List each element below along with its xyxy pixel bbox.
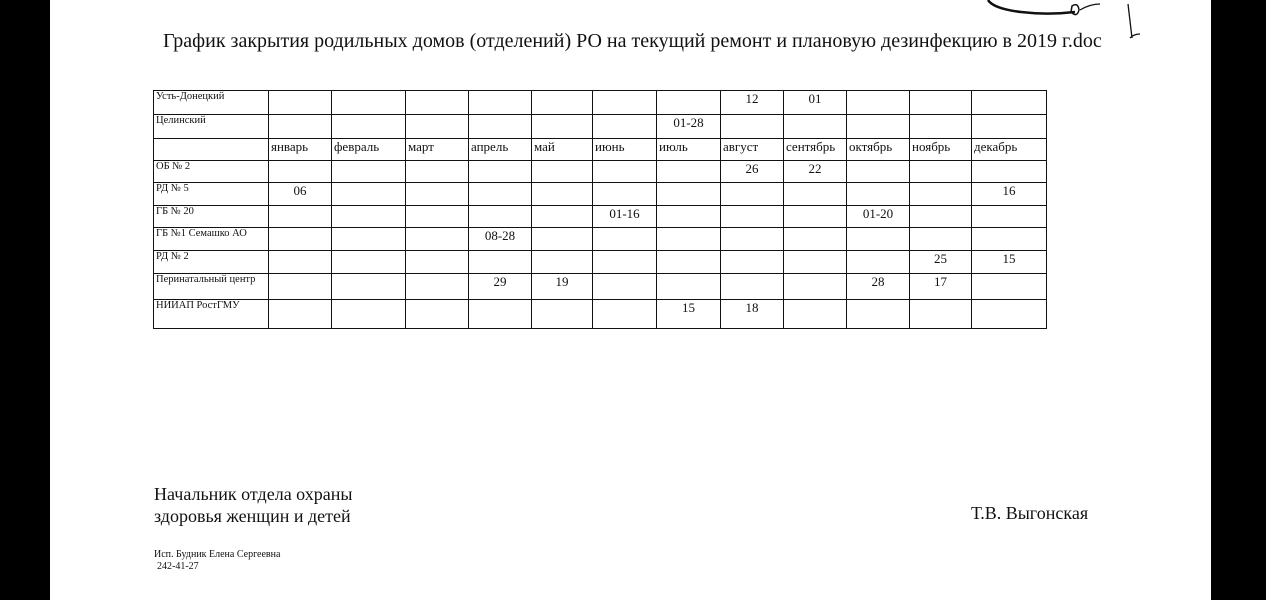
month-header-cell: январь — [269, 139, 332, 161]
table-cell — [593, 274, 657, 300]
row-name-cell: РД № 5 — [154, 183, 269, 206]
table-cell — [269, 91, 332, 115]
table-cell — [332, 228, 406, 251]
table-cell — [784, 300, 847, 329]
table-cell — [593, 183, 657, 206]
table-cell — [532, 228, 593, 251]
row-name-cell — [154, 139, 269, 161]
table-cell — [657, 91, 721, 115]
row-name-cell: Перинатальный центр — [154, 274, 269, 300]
table-cell: 19 — [532, 274, 593, 300]
month-header-cell: ноябрь — [910, 139, 972, 161]
table-cell — [657, 228, 721, 251]
table-cell — [469, 300, 532, 329]
table-cell — [784, 228, 847, 251]
table-cell — [406, 91, 469, 115]
table-cell — [910, 183, 972, 206]
row-name-cell: ГБ №1 Семашко АО — [154, 228, 269, 251]
table-cell — [269, 206, 332, 228]
table-cell — [532, 300, 593, 329]
table-cell: 25 — [910, 251, 972, 274]
executor-name: Исп. Будник Елена Сергеевна — [154, 549, 281, 560]
signature-position — [154, 483, 352, 527]
table-cell — [721, 183, 784, 206]
table-cell: 22 — [784, 161, 847, 183]
table-cell — [847, 300, 910, 329]
document-page — [50, 0, 1211, 600]
table-cell — [269, 274, 332, 300]
table-cell: 01-16 — [593, 206, 657, 228]
table-cell — [721, 228, 784, 251]
table-cell: 01 — [784, 91, 847, 115]
month-header-cell: май — [532, 139, 593, 161]
month-header-cell: сентябрь — [784, 139, 847, 161]
table-cell — [847, 183, 910, 206]
table-cell — [532, 161, 593, 183]
table-cell — [332, 206, 406, 228]
table-cell — [406, 251, 469, 274]
table-row — [154, 91, 1047, 115]
table-cell — [269, 300, 332, 329]
table-cell — [847, 115, 910, 139]
table-cell — [721, 274, 784, 300]
table-cell — [469, 161, 532, 183]
month-header-cell: август — [721, 139, 784, 161]
table-cell — [532, 183, 593, 206]
table-cell — [972, 91, 1047, 115]
table-cell — [910, 161, 972, 183]
table-cell — [406, 228, 469, 251]
table-cell: 18 — [721, 300, 784, 329]
table-cell — [657, 274, 721, 300]
table-row — [154, 183, 1047, 206]
table-cell — [784, 251, 847, 274]
table-cell — [910, 228, 972, 251]
signature-position-line1: Начальник отдела охраны — [154, 484, 353, 504]
document-title: График закрытия родильных домов (отделений) РО на текущий ремонт и плановую дезинфекцию в 2019 г.doc — [163, 30, 1102, 52]
row-name-cell: Усть-Донецкий — [154, 91, 269, 115]
table-cell — [784, 206, 847, 228]
executor-phone: 242-41-27 — [157, 561, 199, 572]
table-cell — [332, 91, 406, 115]
table-cell — [972, 228, 1047, 251]
table-cell — [972, 115, 1047, 139]
month-header-cell: март — [406, 139, 469, 161]
table-cell — [657, 161, 721, 183]
table-cell — [332, 161, 406, 183]
table-cell — [847, 251, 910, 274]
signature-name: Т.В. Выгонская — [971, 503, 1089, 523]
table-cell — [332, 274, 406, 300]
signature-position-line2: здоровья женщин и детей — [154, 506, 351, 526]
table-cell — [532, 206, 593, 228]
table-cell — [910, 206, 972, 228]
table-cell — [332, 183, 406, 206]
table-cell — [469, 251, 532, 274]
table-cell: 16 — [972, 183, 1047, 206]
table-cell — [972, 300, 1047, 329]
month-header-cell: июнь — [593, 139, 657, 161]
table-cell: 28 — [847, 274, 910, 300]
table-cell — [910, 300, 972, 329]
table-cell — [784, 274, 847, 300]
month-header-cell: июль — [657, 139, 721, 161]
table-cell: 15 — [972, 251, 1047, 274]
table-cell — [910, 115, 972, 139]
table-cell — [721, 206, 784, 228]
table-cell — [406, 183, 469, 206]
month-header-cell: апрель — [469, 139, 532, 161]
table-cell: 26 — [721, 161, 784, 183]
table-cell: 17 — [910, 274, 972, 300]
schedule-table — [153, 90, 1047, 329]
table-cell — [532, 91, 593, 115]
table-row — [154, 161, 1047, 183]
table-cell — [332, 115, 406, 139]
table-cell — [847, 161, 910, 183]
table-row — [154, 274, 1047, 300]
table-cell — [406, 300, 469, 329]
table-cell — [593, 251, 657, 274]
table-cell: 12 — [721, 91, 784, 115]
table-cell — [269, 228, 332, 251]
table-row — [154, 251, 1047, 274]
table-cell: 15 — [657, 300, 721, 329]
table-row — [154, 115, 1047, 139]
table-cell: 01-28 — [657, 115, 721, 139]
table-cell — [532, 115, 593, 139]
table-cell — [532, 251, 593, 274]
table-cell — [332, 251, 406, 274]
table-cell — [847, 91, 910, 115]
table-cell — [469, 206, 532, 228]
table-cell — [469, 183, 532, 206]
table-cell — [406, 274, 469, 300]
executor-info — [154, 549, 280, 573]
table-cell — [657, 183, 721, 206]
table-header-row — [154, 139, 1047, 161]
table-cell — [847, 228, 910, 251]
table-cell — [593, 115, 657, 139]
month-header-cell: декабрь — [972, 139, 1047, 161]
table-cell — [972, 274, 1047, 300]
table-row — [154, 228, 1047, 251]
table-cell — [332, 300, 406, 329]
month-header-cell: октябрь — [847, 139, 910, 161]
table-cell — [406, 206, 469, 228]
table-cell — [406, 161, 469, 183]
row-name-cell: НИИАП РостГМУ — [154, 300, 269, 329]
table-cell — [593, 91, 657, 115]
table-cell — [469, 115, 532, 139]
table-cell — [406, 115, 469, 139]
table-cell — [593, 228, 657, 251]
table-cell — [593, 161, 657, 183]
table-cell — [721, 115, 784, 139]
table-cell — [657, 206, 721, 228]
month-header-cell: февраль — [332, 139, 406, 161]
table-cell — [972, 161, 1047, 183]
table-cell — [593, 300, 657, 329]
table-row — [154, 300, 1047, 329]
table-cell — [469, 91, 532, 115]
table-cell — [784, 115, 847, 139]
table-row — [154, 206, 1047, 228]
table-cell: 06 — [269, 183, 332, 206]
table-cell — [972, 206, 1047, 228]
table-cell — [784, 183, 847, 206]
table-cell: 01-20 — [847, 206, 910, 228]
table-cell — [269, 161, 332, 183]
row-name-cell: Целинский — [154, 115, 269, 139]
table-cell — [269, 115, 332, 139]
row-name-cell: РД № 2 — [154, 251, 269, 274]
row-name-cell: ОБ № 2 — [154, 161, 269, 183]
table-cell: 29 — [469, 274, 532, 300]
row-name-cell: ГБ № 20 — [154, 206, 269, 228]
table-cell — [657, 251, 721, 274]
table-cell — [269, 251, 332, 274]
table-cell — [910, 91, 972, 115]
table-cell — [721, 251, 784, 274]
table-cell: 08-28 — [469, 228, 532, 251]
